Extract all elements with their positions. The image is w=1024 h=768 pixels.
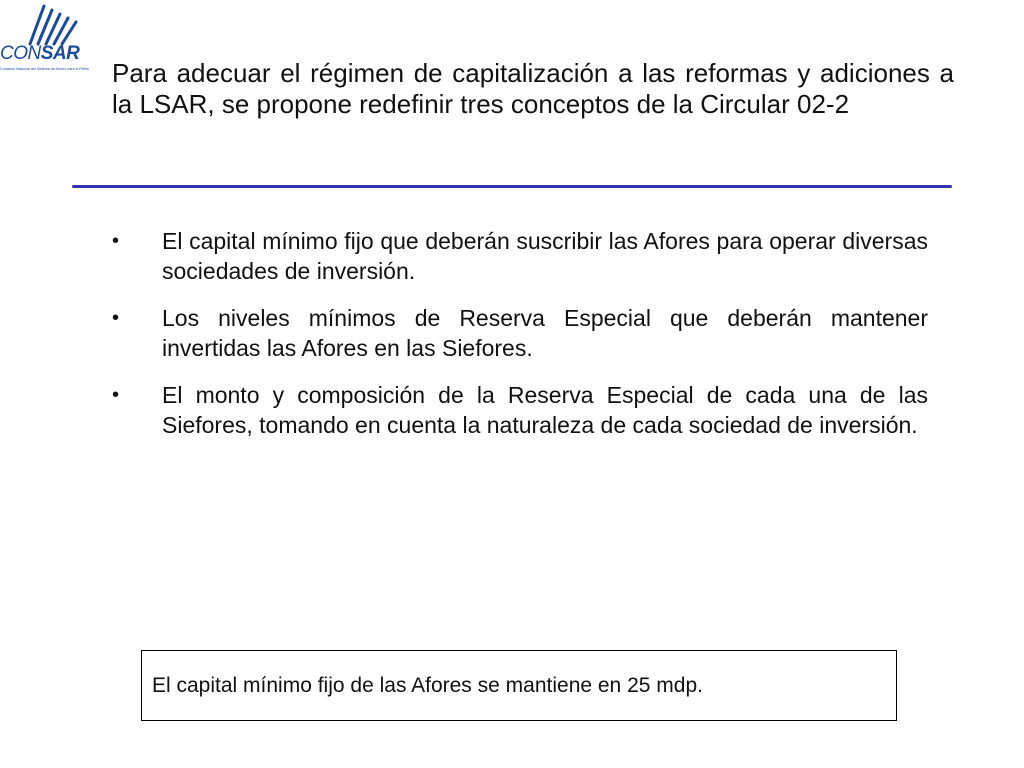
consar-emblem-icon: [0, 0, 92, 46]
bullet-item: [112, 303, 928, 363]
bullet-list: [112, 226, 928, 457]
bullet-text: El monto y composición de la Reserva Especial de cada una de las Siefores, tomando en cuenta la naturaleza de cada sociedad de inversión.: [162, 382, 928, 438]
consar-logo: [0, 0, 92, 78]
note-box: [141, 650, 897, 721]
title-divider: [72, 185, 952, 188]
bullet-icon: •: [112, 230, 120, 252]
bullet-icon: •: [112, 384, 120, 406]
bullet-text: Los niveles mínimos de Reserva Especial que deberán mantener invertidas las Afores en las Siefores.: [162, 305, 928, 361]
logo-wordmark: CONSAR: [0, 43, 80, 64]
note-text: El capital mínimo fijo de las Afores se mantiene en 25 mdp.: [152, 673, 703, 697]
logo-subtitle: Comisión Nacional del Sistema de Ahorro para el Retiro: [0, 67, 89, 71]
bullet-icon: •: [112, 307, 120, 329]
slide-title: Para adecuar el régimen de capitalización a las reformas y adiciones a la LSAR, se propone redefinir tres conceptos de la Circular 02-2: [112, 58, 954, 119]
bullet-text: El capital mínimo fijo que deberán suscribir las Afores para operar diversas sociedades de inversión.: [162, 228, 928, 284]
bullet-item: [112, 226, 928, 286]
bullet-item: [112, 380, 928, 440]
